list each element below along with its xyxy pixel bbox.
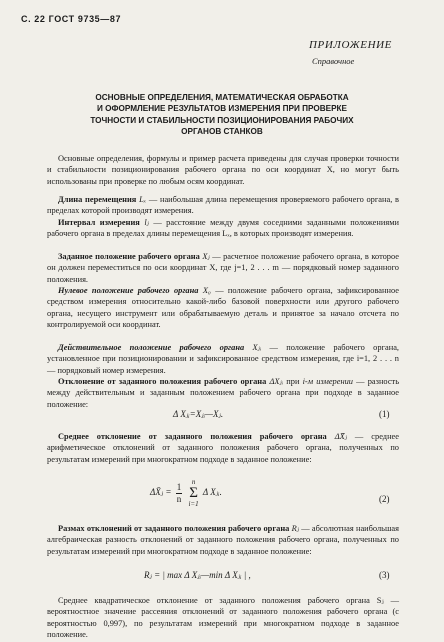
symbol-actual-position: Xⱼᵢ xyxy=(252,343,262,352)
definition-range-text: — абсолютная наибольшая алгебраическая разность отклонений от заданного положения рабочего органа, полученных по результатам измерений при многократном подходе в заданное положение: xyxy=(47,524,399,556)
sum-lower-limit: i=1 xyxy=(188,500,199,508)
definition-zero-position xyxy=(47,285,399,330)
term-deviation: Отклонение от заданного положения рабочего органа xyxy=(58,377,267,386)
definition-actual-text: — положение рабочего органа, установленное при позиционировании и зафиксированное средством измерения, где i=1, 2 . . . n — порядковый номер измерения. xyxy=(47,343,400,375)
definition-deviation xyxy=(47,376,399,410)
definition-length-text: — наибольшая длина перемещения проверяемого рабочего органа, в пределах которой производят измерения. xyxy=(47,195,400,216)
definition-interval xyxy=(47,217,399,240)
formula-2-left: ΔX̄ⱼ = xyxy=(150,487,172,498)
symbol-mean-deviation: ΔX̄ⱼ xyxy=(334,432,347,441)
formula-1: Δ Xⱼᵢ=Xⱼᵢ—Xⱼ. xyxy=(173,409,224,419)
formula-2-number: (2) xyxy=(379,494,390,504)
symbol-target-position: Xⱼ xyxy=(202,252,210,261)
fraction-denominator: n xyxy=(176,493,182,504)
title-line: ОСНОВНЫЕ ОПРЕДЕЛЕНИЯ, МАТЕМАТИЧЕСКАЯ ОБРАБОТКА xyxy=(95,93,349,102)
sigma-symbol: Σ xyxy=(189,485,198,501)
deviation-measurement: i-м измерении xyxy=(302,377,353,386)
term-interval: Интервал измерения xyxy=(58,218,140,227)
intro-paragraph: Основные определения, формулы и пример расчета приведены для случая проверки точности и стабильности позиционирования рабочего органа по оси координат X, но могут быть использованы при проверке по любым осям координат. xyxy=(47,154,399,186)
formula-3: Rⱼ = | max Δ Xⱼᵢ—min Δ Xⱼᵢ | , xyxy=(144,570,251,580)
page-header: С. 22 ГОСТ 9735—87 xyxy=(21,14,122,24)
title-line: ТОЧНОСТИ И СТАБИЛЬНОСТИ ПОЗИЦИОНИРОВАНИЯ РАБОЧИХ xyxy=(90,115,354,125)
formula-2 xyxy=(150,478,222,508)
term-mean-deviation: Среднее отклонение от заданного положения рабочего органа xyxy=(58,432,327,441)
title-line: И ОФОРМЛЕНИЕ РЕЗУЛЬТАТОВ ИЗМЕРЕНИЯ ПРИ ПРОВЕРКЕ xyxy=(96,104,348,114)
symbol-zero-position: X₀ xyxy=(202,286,211,295)
summation xyxy=(188,478,198,508)
symbol-interval: lⱼ xyxy=(144,218,149,227)
definition-length xyxy=(47,194,399,217)
definition-std-deviation: Среднее квадратическое отклонение от заданного положения рабочего органа Sⱼ — вероятностное значение рассеяния отклонений от заданного положения рабочего органа (с вероятностью 0,997), по результатам измерений при многократном подходе в заданное положение. xyxy=(47,596,399,639)
term-length: Длина перемещения xyxy=(58,195,137,204)
symbol-range: Rⱼ xyxy=(291,524,299,533)
definition-mean-text: — среднее арифметическое отклонений от заданного положения рабочего органа, полученных по результатам измерений при многократном подходе в заданное положение: xyxy=(47,432,399,464)
term-zero-position: Нулевое положение рабочего органа xyxy=(58,286,199,295)
sum-upper-limit: n xyxy=(191,478,196,486)
term-actual-position: Действительное положение рабочего органа xyxy=(58,343,245,352)
definition-interval-text: — расстояние между двумя соседними заданными положениями рабочего органа в пределах длины перемещения Lₓ, в которых производят измерения. xyxy=(47,218,399,239)
definition-target-position xyxy=(47,251,399,285)
symbol-deviation: ΔXⱼᵢ xyxy=(269,377,284,386)
formula-2-right: Δ Xⱼᵢ. xyxy=(202,487,222,498)
definition-actual-position xyxy=(47,342,399,376)
definition-target-text: — расчетное положение рабочего органа, в которое он должен переместиться по оси координат X, где j=1, 2 . . . m — порядковый номер заданного положения. xyxy=(47,252,399,284)
definition-mean-deviation xyxy=(47,431,399,465)
term-range: Размах отклонений от заданного положения рабочего органа xyxy=(58,524,290,533)
appendix-type: Справочное xyxy=(312,56,355,66)
appendix-label: ПРИЛОЖЕНИЕ xyxy=(309,39,392,51)
title-line: ОРГАНОВ СТАНКОВ xyxy=(181,126,263,136)
term-target-position: Заданное положение рабочего органа xyxy=(58,252,200,261)
section-title xyxy=(0,92,444,137)
definition-range xyxy=(47,523,399,557)
formula-1-number: (1) xyxy=(379,409,390,419)
formula-3-number: (3) xyxy=(379,570,390,580)
definition-zero-text: — положение рабочего органа, зафиксированное средством измерения относительно какой-либо базовой поверхности или другого рабочего органа, несущего инструмент или обрабатываемую деталь и принятое за начало отсчета по контролируемой оси координат. xyxy=(47,286,399,329)
deviation-connector: при xyxy=(283,377,303,386)
symbol-length: Lₓ xyxy=(139,195,147,204)
fraction xyxy=(176,482,183,505)
fraction-numerator: 1 xyxy=(176,481,182,492)
definition-deviation-text: — разность между действительным и заданным положением рабочего органа при подходе в заданное положение: xyxy=(47,377,400,409)
